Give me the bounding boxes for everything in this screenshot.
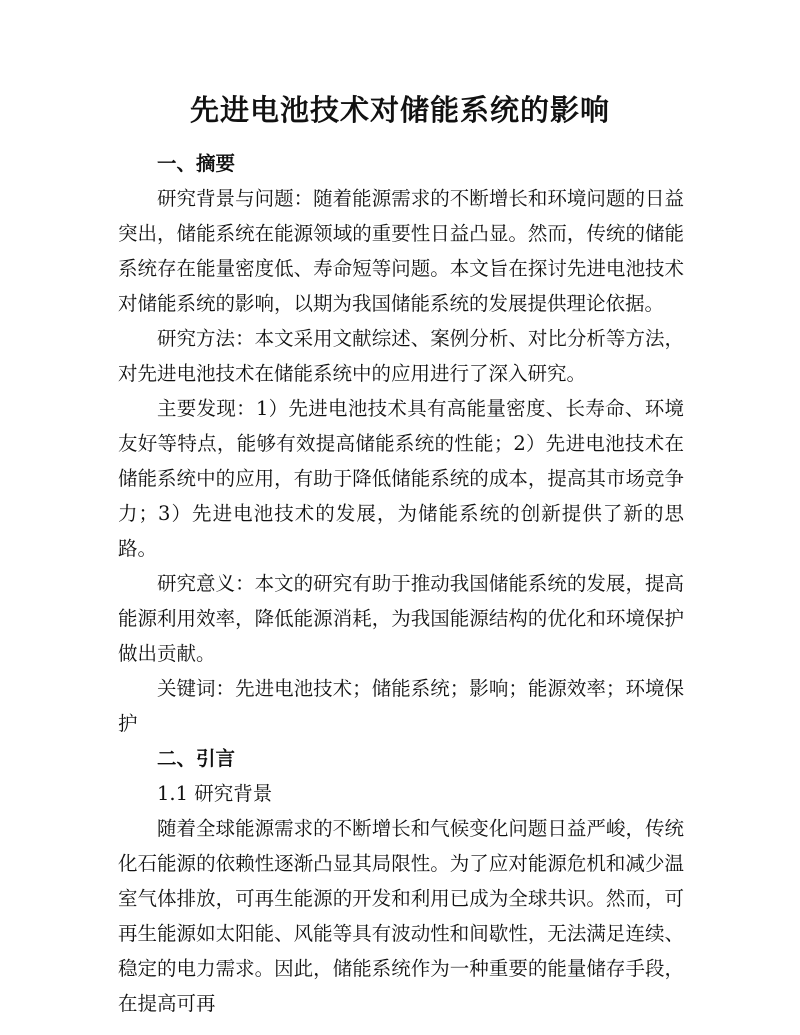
abstract-findings-paragraph: 主要发现：1）先进电池技术具有高能量密度、长寿命、环境友好等特点，能够有效提高储能系统的性能；2）先进电池技术在储能系统中的应用，有助于降低储能系统的成本，提高其市场竞争力；3）先进电池技术的发展，为储能系统的创新提供了新的思路。 [118, 397, 684, 560]
document-title: 先进电池技术对储能系统的影响 [189, 93, 610, 127]
abstract-heading: 一、摘要 [157, 152, 236, 175]
document-body [118, 146, 684, 1021]
abstract-significance-paragraph: 研究意义：本文的研究有助于推动我国储能系统的发展，提高能源利用效率，降低能源消耗，为我国能源结构的优化和环境保护做出贡献。 [118, 572, 684, 665]
keywords-line: 关键词：先进电池技术；储能系统；影响；能源效率；环境保护 [118, 677, 684, 735]
abstract-methods-paragraph: 研究方法：本文采用文献综述、案例分析、对比分析等方法，对先进电池技术在储能系统中的应用进行了深入研究。 [118, 327, 684, 385]
introduction-heading: 二、引言 [157, 747, 236, 770]
research-background-subheading: 1.1 研究背景 [157, 782, 273, 805]
abstract-background-paragraph: 研究背景与问题：随着能源需求的不断增长和环境问题的日益突出，储能系统在能源领域的重要性日益凸显。然而，传统的储能系统存在能量密度低、寿命短等问题。本文旨在探讨先进电池技术对储能系统的影响，以期为我国储能系统的发展提供理论依据。 [118, 187, 684, 315]
research-background-paragraph: 随着全球能源需求的不断增长和气候变化问题日益严峻，传统化石能源的依赖性逐渐凸显其局限性。为了应对能源危机和减少温室气体排放，可再生能源的开发和利用已成为全球共识。然而，可再生能源如太阳能、风能等具有波动性和间歇性，无法满足连续、稳定的电力需求。因此，储能系统作为一种重要的能量储存手段，在提高可再 [118, 817, 684, 1015]
